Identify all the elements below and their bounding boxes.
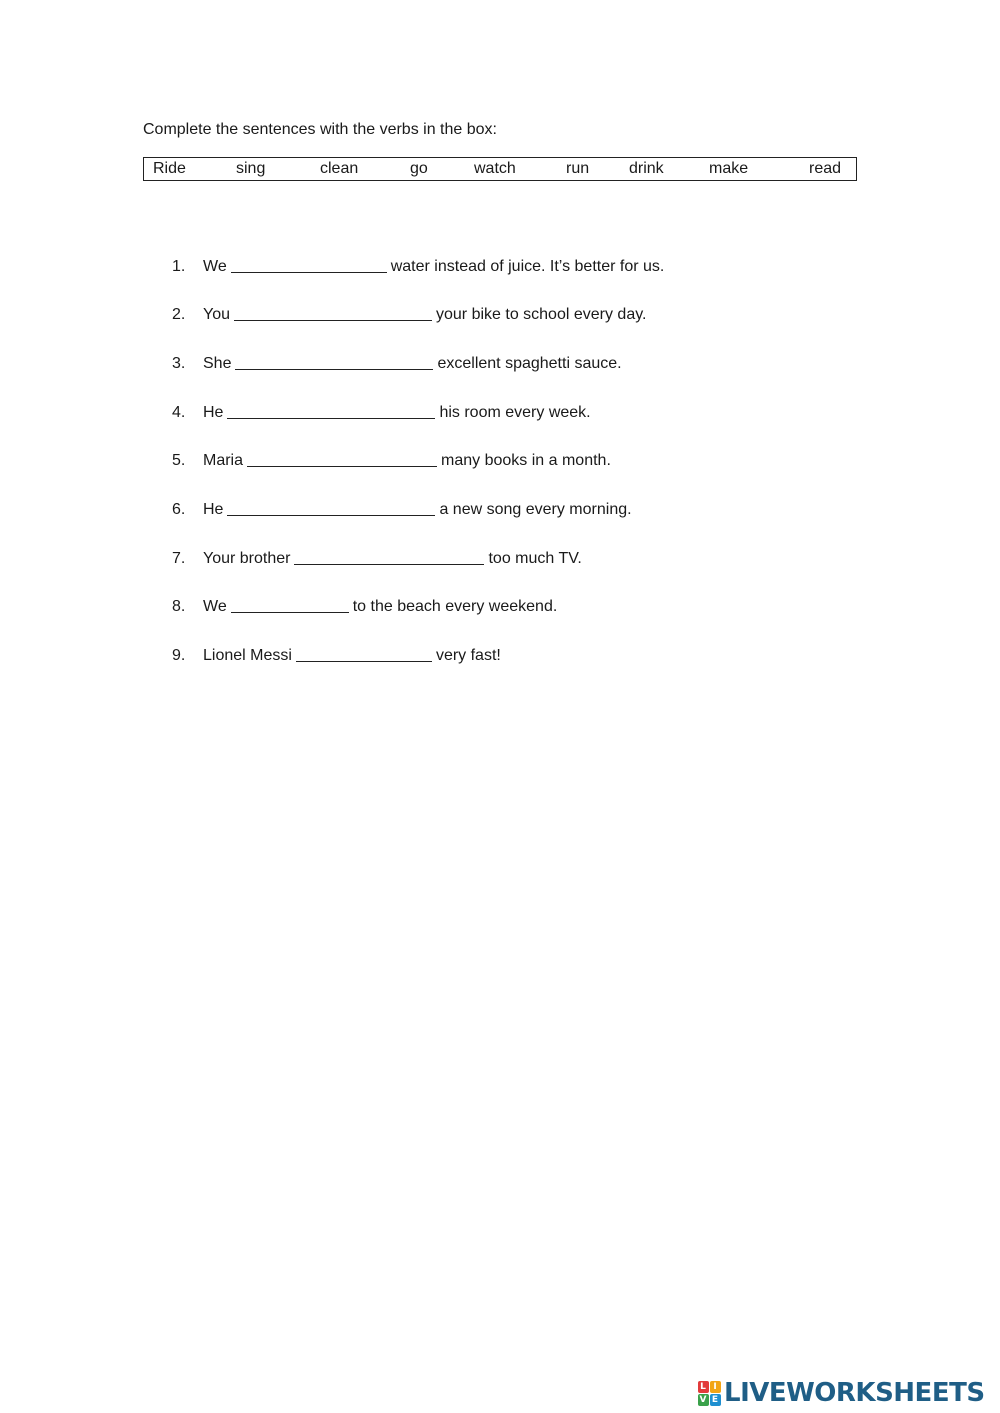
exercise-subject: We <box>203 598 227 615</box>
exercise-item <box>172 549 582 569</box>
exercise-subject: Lionel Messi <box>203 647 292 664</box>
exercise-subject: You <box>203 306 230 323</box>
verb-word: go <box>410 160 428 177</box>
liveworksheets-logo-icon <box>697 1380 721 1406</box>
exercise-subject: Maria <box>203 452 244 469</box>
exercise-number: 4. <box>172 404 186 421</box>
exercise-subject: He <box>203 501 224 518</box>
answer-blank[interactable] <box>231 597 349 613</box>
answer-input[interactable] <box>296 648 432 663</box>
exercise-number: 5. <box>172 452 186 469</box>
liveworksheets-logo[interactable] <box>697 1377 985 1409</box>
exercise-rest: water instead of juice. It’s better for us. <box>390 258 665 275</box>
exercise-number: 6. <box>172 501 186 518</box>
exercise-rest: his room every week. <box>439 404 591 421</box>
answer-input[interactable] <box>247 453 437 468</box>
exercise-subject: He <box>203 404 224 421</box>
exercise-subject: She <box>203 355 232 372</box>
logo-icon-tile: E <box>710 1394 721 1406</box>
verb-word: make <box>709 160 749 177</box>
answer-input[interactable] <box>227 405 435 420</box>
exercise-number: 3. <box>172 355 186 372</box>
exercise-number: 1. <box>172 258 186 275</box>
verb-word: read <box>809 160 842 177</box>
exercise-rest: a new song every morning. <box>439 501 632 518</box>
exercise-rest: too much TV. <box>488 550 582 567</box>
verb-word: clean <box>320 160 359 177</box>
exercise-rest: many books in a month. <box>441 452 611 469</box>
exercise-rest: very fast! <box>435 647 501 664</box>
exercise-number: 7. <box>172 550 186 567</box>
exercise-rest: to the beach every weekend. <box>352 598 558 615</box>
instruction-text: Complete the sentences with the verbs in the box: <box>143 121 497 138</box>
exercise-item <box>172 597 557 617</box>
answer-blank[interactable] <box>235 354 433 370</box>
answer-blank[interactable] <box>231 257 387 273</box>
exercise-subject: Your brother <box>203 550 291 567</box>
exercise-item <box>172 451 611 471</box>
answer-blank[interactable] <box>294 549 484 565</box>
answer-input[interactable] <box>231 599 349 614</box>
exercise-rest: excellent spaghetti sauce. <box>437 355 622 372</box>
verb-word: run <box>566 160 590 177</box>
answer-input[interactable] <box>234 307 432 322</box>
logo-icon-tile: V <box>698 1394 709 1406</box>
exercise-subject: We <box>203 258 227 275</box>
exercise-item <box>172 403 591 423</box>
logo-text: LIVEWORKSHEETS <box>724 1378 985 1408</box>
verb-word: watch <box>474 160 516 177</box>
verb-word: drink <box>629 160 664 177</box>
answer-input[interactable] <box>227 502 435 517</box>
verb-box <box>143 157 857 181</box>
answer-blank[interactable] <box>227 403 435 419</box>
answer-blank[interactable] <box>296 646 432 662</box>
exercise-number: 8. <box>172 598 186 615</box>
exercise-item <box>172 646 501 666</box>
logo-icon-tile: I <box>710 1381 721 1393</box>
answer-input[interactable] <box>235 356 433 371</box>
exercise-item <box>172 354 622 374</box>
exercise-rest: your bike to school every day. <box>436 306 647 323</box>
verb-word: sing <box>236 160 266 177</box>
exercise-item <box>172 257 664 277</box>
exercise-item <box>172 305 646 325</box>
answer-blank[interactable] <box>227 500 435 516</box>
exercise-number: 9. <box>172 647 186 664</box>
answer-input[interactable] <box>231 259 387 274</box>
answer-blank[interactable] <box>234 305 432 321</box>
exercise-item <box>172 500 632 520</box>
exercise-number: 2. <box>172 306 186 323</box>
answer-input[interactable] <box>294 551 484 566</box>
verb-word: Ride <box>153 160 186 177</box>
logo-icon-tile: L <box>698 1381 709 1393</box>
answer-blank[interactable] <box>247 451 437 467</box>
